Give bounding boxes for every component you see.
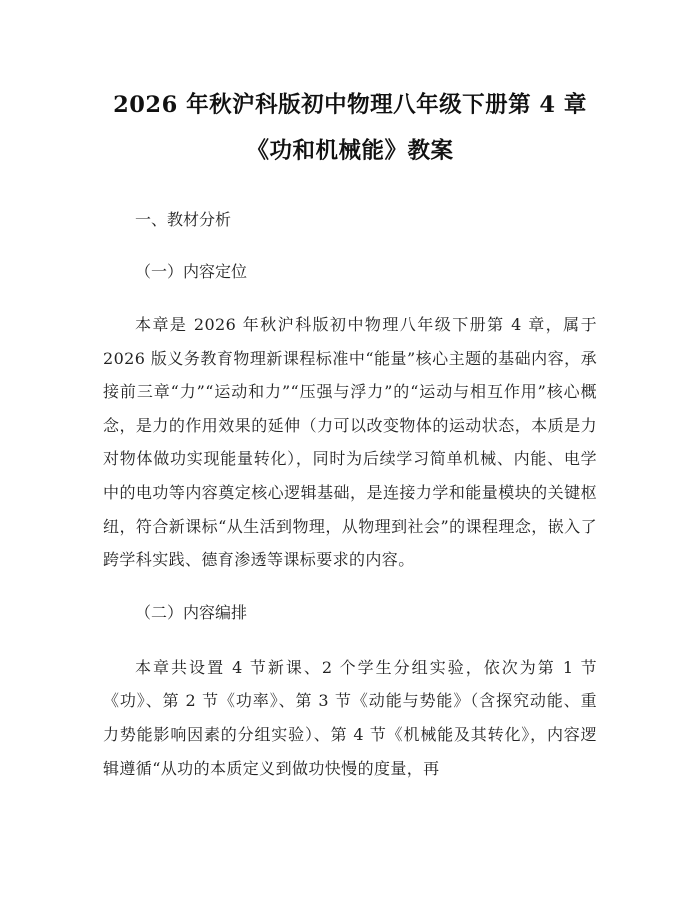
subsection-heading-content-arrangement: （二）内容编排 [135, 602, 248, 622]
document-title [103, 82, 597, 174]
title-line-2: 《功和机械能》教案 [246, 138, 454, 164]
paragraph-content-arrangement: 本章共设置 4 节新课、2 个学生分组实验，依次为第 1 节《功》、第 2 节《功率》、第 3 节《动能与势能》（含探究动能、重力势能影响因素的分组实验）、第 4 节《机械能及其转化》，内容逻辑遵循“从功的本质定义到做功快慢的度量，再 [103, 657, 597, 778]
title-line-1: 2026 年秋沪科版初中物理八年级下册第 4 章 [113, 92, 587, 118]
section-heading-teaching-material-analysis: 一、教材分析 [135, 210, 232, 229]
subsection-heading-content-positioning: （一）内容定位 [135, 262, 248, 281]
paragraph-content-positioning: 本章是 2026 年秋沪科版初中物理八年级下册第 4 章，属于 2026 版义务教育物理新课程标准中“能量”核心主题的基础内容，承接前三章“力”“运动和力”“压强与浮力”的“运动与相互作用”核心概念，是力的作用效果的延伸（力可以改变物体的运动状态，本质是力对物体做功实现能量转化），同时为后续学习简单机械、内能、电学中的电功等内容奠定核心逻辑基础，是连接力学和能量模块的关键枢纽，符合新课标“从生活到物理，从物理到社会”的课程理念，嵌入了跨学科实践、德育渗透等课标要求的内容。 [103, 315, 597, 570]
